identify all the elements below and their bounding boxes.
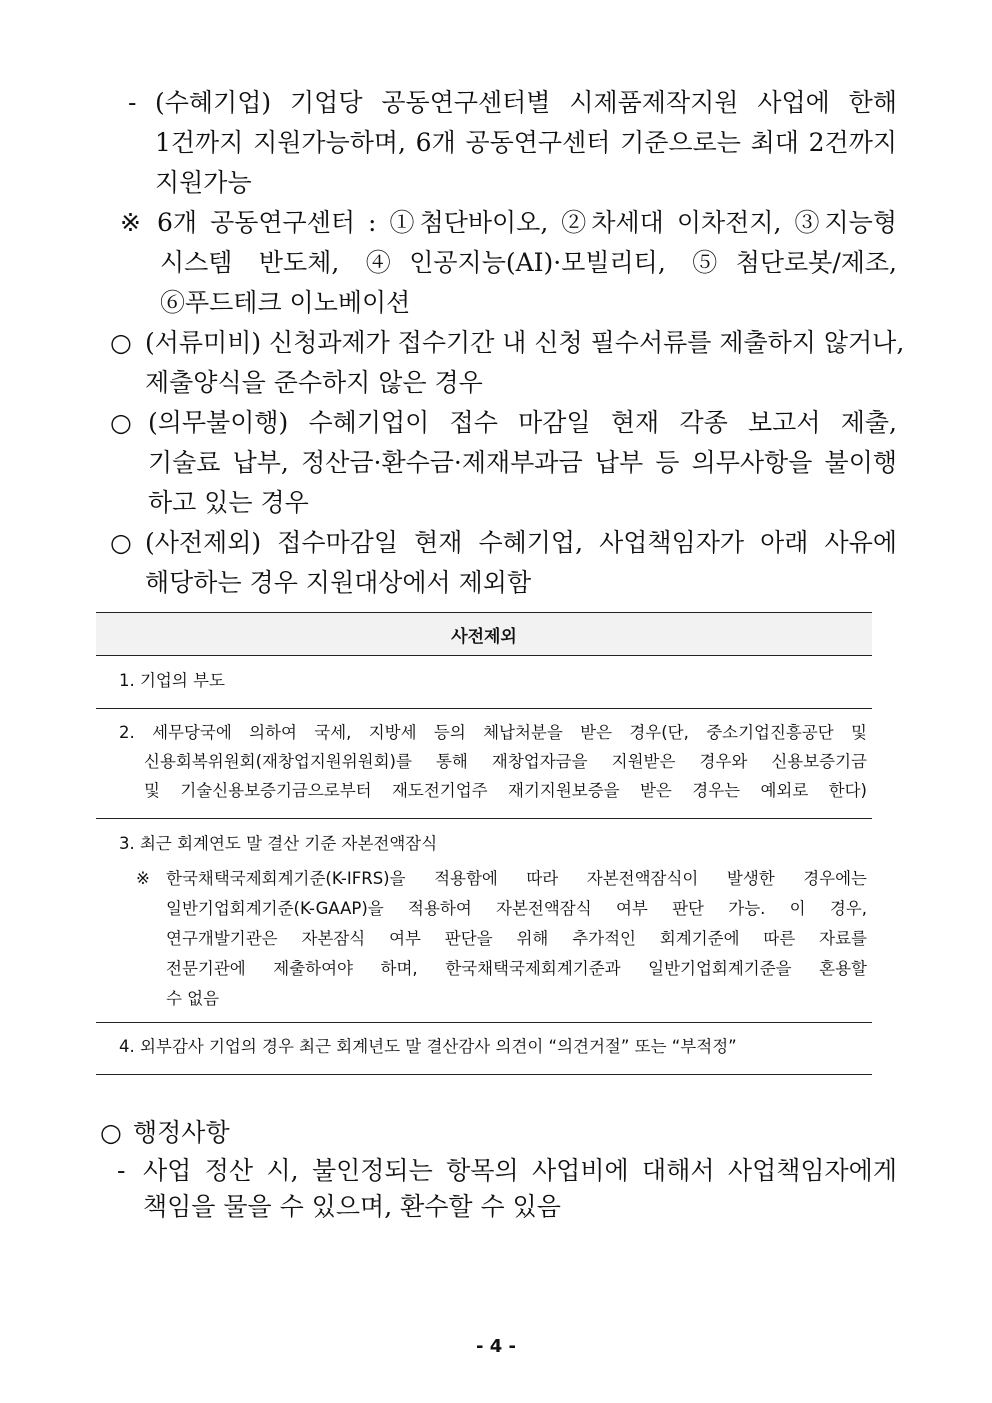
- text-line: (수혜기업) 기업당 공동연구센터별 시제품제작지원 사업에 한해: [155, 88, 897, 117]
- text-line: 책임을 물을 수 있으며, 환수할 수 있음: [143, 1192, 561, 1221]
- text-line: 제출양식을 준수하지 않은 경우: [145, 368, 483, 397]
- circle-bullet: ○: [110, 328, 132, 357]
- text-line: ⑥푸드테크 이노베이션: [160, 288, 411, 317]
- circle-bullet: ○: [110, 528, 132, 557]
- text-line: 해당하는 경우 지원대상에서 제외함: [145, 568, 532, 597]
- table-row: [96, 709, 872, 819]
- section-title: 행정사항: [133, 1118, 230, 1147]
- table-row: [96, 819, 872, 1023]
- circle-bullet: ○: [100, 1118, 122, 1147]
- row-text: 신용회복위원회(재창업지원위원회)를 통해 재창업자금을 지원받은 경우와 신용보증기금: [144, 752, 867, 771]
- text-line: 지원가능: [155, 168, 252, 197]
- note-text: 전문기관에 제출하여야 하며, 한국채택국제회계기준과 일반기업회계기준을 혼용할: [166, 959, 867, 978]
- row-text: 3. 최근 회계연도 말 결산 기준 자본전액잠식: [119, 834, 438, 853]
- text-line: (사전제외) 접수마감일 현재 수혜기업, 사업책임자가 아래 사유에: [145, 528, 897, 557]
- note-text: 일반기업회계기준(K-GAAP)을 적용하여 자본전액잠식 여부 판단 가능. 이 경우,: [166, 899, 867, 918]
- text-line: (서류미비) 신청과제가 접수기간 내 신청 필수서류를 제출하지 않거나,: [145, 328, 905, 357]
- text-line: 1건까지 지원가능하며, 6개 공동연구센터 기준으로는 최대 2건까지: [155, 128, 897, 157]
- table-row: [96, 656, 872, 709]
- note-text: 한국채택국제회계기준(K-IFRS)을 적용함에 따라 자본전액잠식이 발생한 경우에는: [166, 869, 867, 888]
- text-line: (의무불이행) 수혜기업이 접수 마감일 현재 각종 보고서 제출,: [148, 408, 897, 437]
- text-line: 사업 정산 시, 불인정되는 항목의 사업비에 대해서 사업책임자에게: [143, 1156, 897, 1185]
- text-line: 하고 있는 경우: [148, 488, 309, 517]
- text-line: 시스템 반도체, ④인공지능(AI)·모빌리티, ⑤첨단로봇/제조,: [160, 248, 897, 277]
- row-text: 4. 외부감사 기업의 경우 최근 회계년도 말 결산감사 의견이 “의견거절” 또는 “부적정”: [119, 1037, 737, 1056]
- reference-mark: ※: [120, 208, 141, 237]
- note-text: 연구개발기관은 자본잠식 여부 판단을 위해 추가적인 회계기준에 따른 자료를: [166, 929, 867, 948]
- page-number: - 4 -: [476, 1336, 516, 1357]
- text-line: 기술료 납부, 정산금·환수금·제재부과금 납부 등 의무사항을 불이행: [148, 448, 897, 477]
- dash-marker: -: [128, 88, 137, 117]
- table-row: [96, 1023, 872, 1075]
- table-header: 사전제외: [96, 612, 872, 656]
- row-text: 및 기술신용보증기금으로부터 재도전기업주 재기지원보증을 받은 경우는 예외로 한다): [144, 781, 867, 800]
- text-line: 6개 공동연구센터 : ①첨단바이오, ②차세대 이차전지, ③지능형: [157, 208, 897, 237]
- note-text: 수 없음: [166, 989, 220, 1008]
- circle-bullet: ○: [110, 408, 132, 437]
- dash-marker: -: [117, 1156, 126, 1185]
- row-text: 2. 세무당국에 의하여 국세, 지방세 등의 체납처분을 받은 경우(단, 중소기업진흥공단 및: [119, 723, 867, 742]
- reference-mark: ※: [136, 869, 150, 888]
- exclusion-table: [96, 612, 872, 1075]
- row-text: 1. 기업의 부도: [119, 671, 225, 690]
